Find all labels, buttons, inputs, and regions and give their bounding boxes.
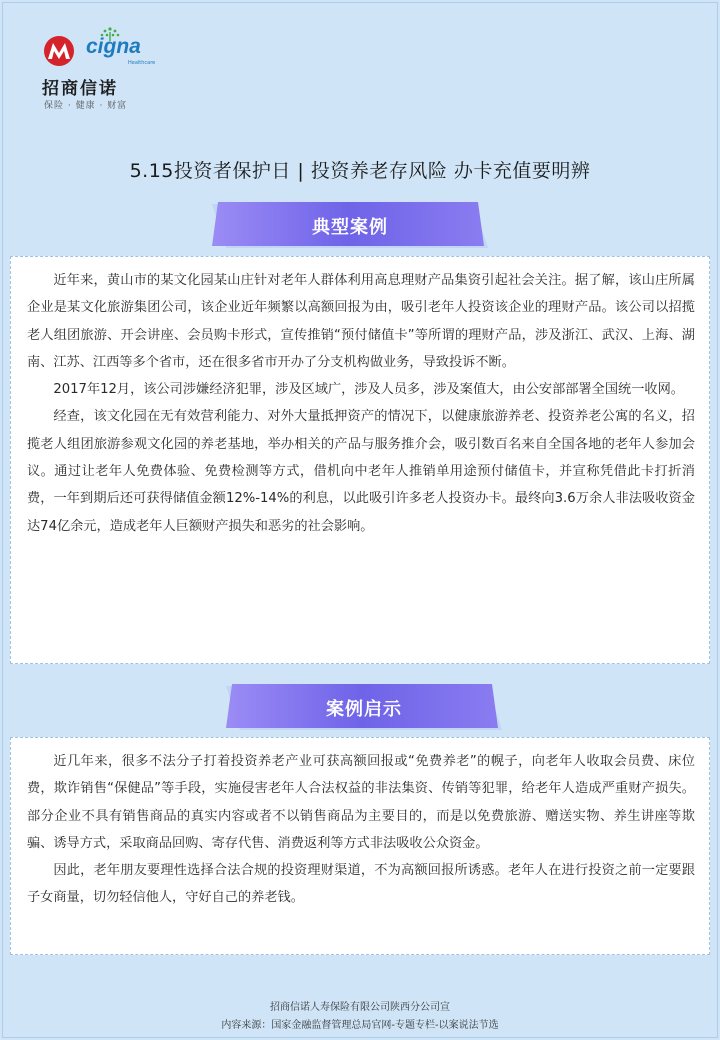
paragraph: 因此，老年朋友要理性选择合法合规的投资理财渠道，不为高额回报所诱惑。老年人在进行投资之前一定要跟子女商量，切勿轻信他人，守好自己的养老钱。 xyxy=(27,863,695,906)
section-banner-insights xyxy=(226,684,502,732)
section-heading: 典型案例 xyxy=(312,217,388,238)
paragraph: 近几年来，很多不法分子打着投资养老产业可获高额回报或“免费养老”的幌子，向老年人收取会员费、床位费，欺诈销售“保健品”等手段，实施侵害老年人合法权益的非法集资、传销等犯罪，给老年人造成严重财产损失。部分企业不具有销售商品的真实内容或者不以销售商品为主要目的，而是以免费旅游、赠送实物、养生讲座等欺骗、诱导方式，采取商品回购、寄存代售、消费返利等方式非法吸收公众资金。 xyxy=(27,754,695,851)
section-heading: 案例启示 xyxy=(326,699,402,720)
company-name-cn: 招商信诺 xyxy=(42,79,118,99)
logo-sub: Healthcare xyxy=(128,60,156,66)
paragraph: 经查，该文化园在无有效营利能力、对外大量抵押资产的情况下，以健康旅游养老、投资养老公寓的名义，招揽老人组团旅游参观文化园的养老基地，举办相关的产品与服务推介会，吸引数百名来自全国各地的老年人参加会议。通过让老年人免费体验、免费检测等方式，借机向中老年人推销单用途预付储值卡，并宣称凭借此卡打折消费，一年到期后还可获得储值金额12%-14%的利息，以此吸引许多老人投资办卡。最终向3.6万余人非法吸收资金达74亿余元，造成老年人巨额财产损失和恶劣的社会影响。 xyxy=(27,409,695,534)
insight-text-box xyxy=(10,737,710,955)
case-text-box xyxy=(10,256,710,664)
footer-publisher: 招商信诺人寿保险有限公司陕西分公司宣 xyxy=(270,1002,450,1013)
logo-word: cigna xyxy=(86,35,141,58)
section-banner-cases xyxy=(212,202,488,250)
paragraph: 2017年12月，该公司涉嫌经济犯罪，涉及区域广，涉及人员多，涉及案值大，由公安部部署全国统一收网。 xyxy=(53,382,684,398)
cigna-wordmark xyxy=(86,35,156,66)
footer-source: 内容来源：国家金融监督管理总局官网-专题专栏-以案说法节选 xyxy=(221,1020,499,1031)
company-logo xyxy=(40,32,160,114)
paragraph: 近年来，黄山市的某文化园某山庄针对老年人群体利用高息理财产品集资引起社会关注。据了解，该山庄所属企业是某文化旅游集团公司，该企业近年频繁以高额回报为由，吸引老年人投资该企业的理财产品。该公司以招揽老人组团旅游、开会讲座、会员购卡形式，宣传推销“预付储值卡”等所谓的理财产品，涉及浙江、武汉、上海、湖南、江苏、江西等多个省市，还在很多省市开办了分支机构做业务，导致投诉不断。 xyxy=(27,273,695,370)
cmb-logo-icon xyxy=(42,34,82,68)
page-title: 5.15投资者保护日 | 投资养老存风险 办卡充值要明辨 xyxy=(129,160,591,182)
company-tagline: 保险 · 健康 · 财富 xyxy=(44,101,128,111)
